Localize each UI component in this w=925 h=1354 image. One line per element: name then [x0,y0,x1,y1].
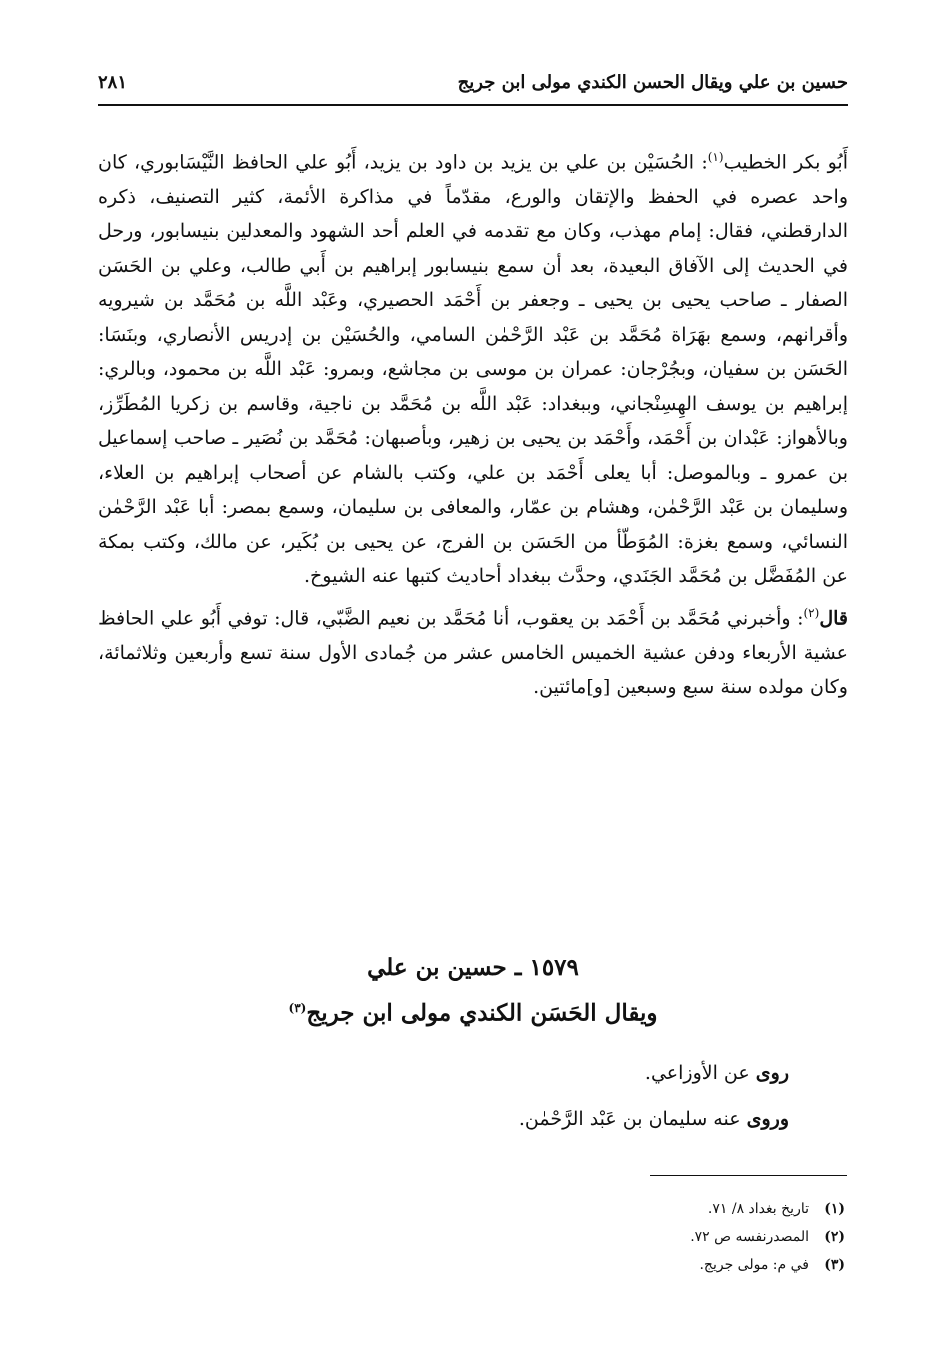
footnote-ref-1: (١) [707,150,724,164]
narration-keyword: وروى [746,1108,789,1130]
running-header [98,68,848,106]
page-number: ٢٨١ [98,72,128,93]
paragraph-biography [98,140,848,594]
entry-heading [98,948,848,1034]
entry-subtitle-line [98,988,848,1034]
paragraph-text: : الحُسَيْن بن علي بن يزيد بن داود بن يزيد، أَبُو علي الحافظ النَّيْسَابوري، كان واحد عصره في الحفظ والإتقان والورع، مقدّماً في مذاكرة الأئمة، كثير التصنيف، ذكره الدارقطني، فقال: إمام مهذب، وكان مع تقدمه في العلم أحد الشهود والمعدلين بنيسابور، ورحل في الحديث إلى الآفاق البعيدة، بعد أن سمع بنيسابور إبراهيم بن أَبي طالب، وعلي بن الحَسَن الصفار ـ صاحب يحيى بن يحيى ـ وجعفر بن أَحْمَد الحصيري، وعَبْد اللَّه بن مُحَمَّد بن شيرويه وأقرانهم، وسمع بهَرَاة مُحَمَّد بن عَبْد الرَّحْمٰن السامي، والحُسَيْن بن إدريس الأنصاري، وبنَسَا: الحَسَن بن سفيان، وبجُرْجان: عمران بن موسى بن مجاشع، وبمرو: عَبْد اللَّه بن محمود، وبالري: إبراهيم بن يوسف الهِسِنْجاني، وببغداد: عَبْد اللَّه بن مُحَمَّد بن ناجية، وقاسم بن زكريا المُطَرِّز، وبالأهواز: عَبْدان بن أَحْمَد، وأَحْمَد بن يحيى بن زهير، وبأصبهان: مُحَمَّد بن نُصَير ـ صاحب إسماعيل بن عمرو ـ وبالموصل: أبا يعلى أَحْمَد بن علي، وكتب بالشام عن أصحاب إبراهيم بن العلاء، وسليمان بن عَبْد الرَّحْمٰن، وهشام بن عمّار، والمعافى بن سليمان، وسمع بمصر: أبا عَبْد الرَّحْمٰن النسائي، وسمع بغزة: المُوَطّأ من الحَسَن بن الفرج، عن يحيى بن بُكَير، عن مالك، وكتب بمكة عن المُفَضَّل بن مُحَمَّد الجَنَدي، وحدَّث ببغداد أحاديث كتبها عنه الشيوخ. [98,151,848,588]
footnote-text: في م: مولى جريج. [699,1257,809,1273]
narration-keyword: روى [755,1062,789,1084]
narration-line [189,1096,789,1142]
footnote-number: (٢) [824,1229,845,1245]
footnote-item [445,1223,845,1251]
footnote-item [445,1195,845,1223]
footnote-ref-2: (٢) [803,605,820,620]
narration-block [189,1050,789,1142]
narration-text: عن الأوزاعي. [644,1062,756,1084]
paragraph-lead: قال [819,607,848,630]
narration-text: عنه سليمان بن عَبْد الرَّحْمٰن. [518,1108,747,1130]
entry-subtitle: ويقال الحَسَن الكندي مولى ابن جريج [306,999,658,1027]
running-title: حسين بن علي ويقال الحسن الكندي مولى ابن جريج [457,72,848,93]
paragraph-text: : وأخبرني مُحَمَّد بن أَحْمَد بن يعقوب، أنا مُحَمَّد بن نعيم الضَّبّي، قال: توفي أَبُو علي الحافظ عشية الأربعاء ودفن عشية الخميس الخامس عشر من جُمادى الأول سنة تسع وأربعين وثلاثمائة، وكان مولده سنة سبع وسبعين [و]مائتين. [98,607,848,699]
footnote-number: (٣) [824,1257,845,1273]
paragraph-death-report [98,596,848,705]
footnote-text: المصدرنفسه ص ٧٢. [690,1229,809,1245]
narration-line [189,1050,789,1096]
footnote-text: تاريخ بغداد ٨/ ٧١. [707,1201,809,1217]
footnote-divider [650,1175,847,1176]
entry-title: ١٥٧٩ ـ حسين بن علي [367,954,579,981]
footnotes [445,1195,845,1279]
body-text [98,140,848,705]
source-name: أَبُو بكر الخطيب [723,151,848,174]
footnote-ref-3: (٣) [288,1001,307,1015]
footnote-number: (١) [824,1201,845,1217]
footnote-item [445,1251,845,1279]
